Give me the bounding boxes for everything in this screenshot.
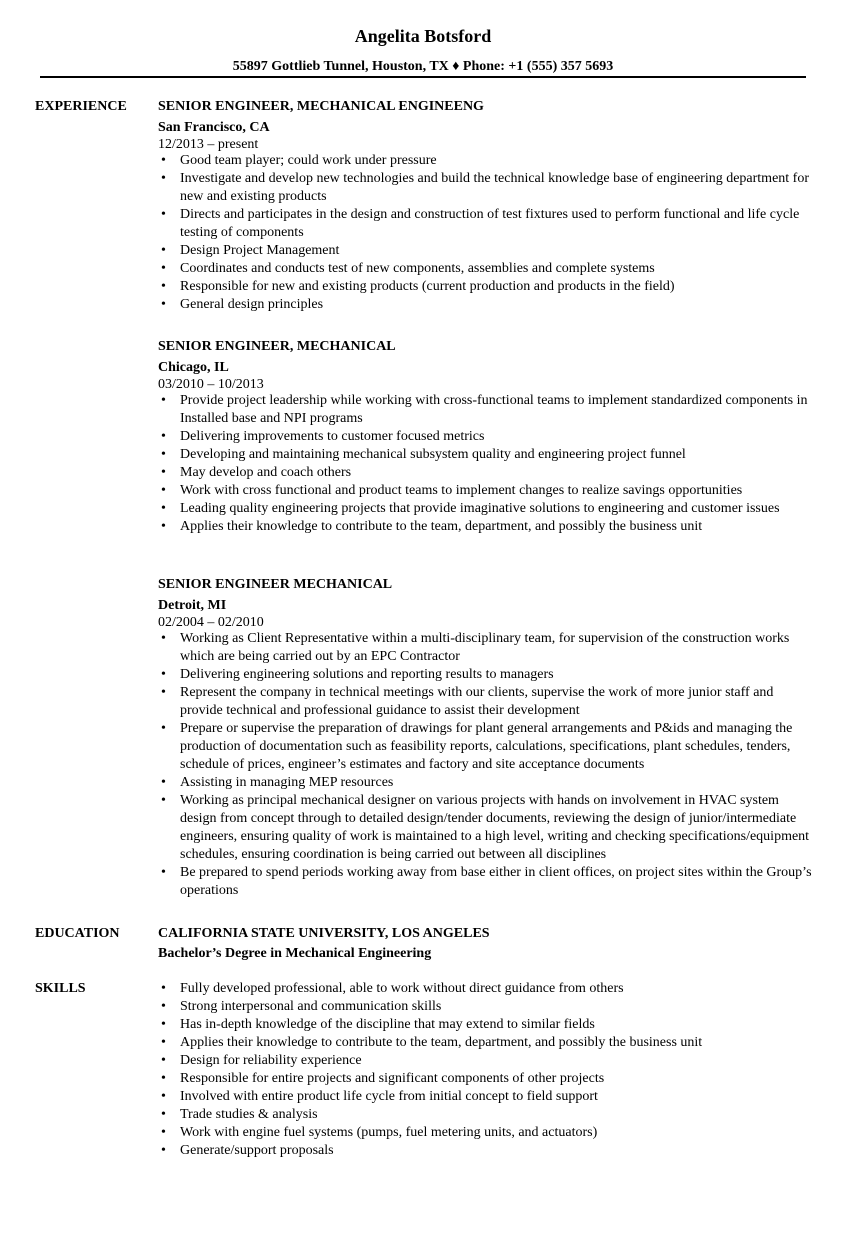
- job-entry: [158, 338, 818, 536]
- list-item: • Generate/support proposals: [158, 1142, 818, 1160]
- list-item: • Delivering engineering solutions and reporting results to managers: [158, 666, 818, 684]
- list-item: • General design principles: [158, 296, 818, 314]
- list-item: • Design Project Management: [158, 242, 818, 260]
- list-item: • Involved with entire product life cycle from initial concept to field support: [158, 1088, 818, 1106]
- list-item: • Assisting in managing MEP resources: [158, 774, 818, 792]
- list-item: • Coordinates and conducts test of new components, assemblies and complete systems: [158, 260, 818, 278]
- job-entry: [158, 576, 818, 900]
- list-item: • Prepare or supervise the preparation of drawings for plant general arrangements and P&ids and managing the production of documentation such as feasibility reports, calculations, specifications, plant schedules, tenders, schedule of prices, engineer’s estimates and factory and site acceptance documents: [158, 720, 818, 774]
- list-item: • Fully developed professional, able to work without direct guidance from others: [158, 980, 818, 998]
- job-location: San Francisco, CA: [158, 120, 270, 135]
- job-dates: 12/2013 – present: [158, 137, 259, 152]
- list-item: • Work with engine fuel systems (pumps, fuel metering units, and actuators): [158, 1124, 818, 1142]
- section-label-experience: EXPERIENCE: [35, 99, 127, 114]
- job-bullets: [158, 630, 818, 900]
- list-item: • Leading quality engineering projects that provide imaginative solutions to engineering and customer issues: [158, 500, 818, 518]
- list-item: • Responsible for new and existing products (current production and products in the field): [158, 278, 818, 296]
- job-entry: [158, 98, 818, 314]
- list-item: • Represent the company in technical meetings with our clients, supervise the work of more junior staff and provide technical and professional guidance to assist their development: [158, 684, 818, 720]
- list-item: • Developing and maintaining mechanical subsystem quality and engineering project funnel: [158, 446, 818, 464]
- list-item: • Good team player; could work under pressure: [158, 152, 818, 170]
- header-divider: [40, 76, 806, 78]
- job-location: Detroit, MI: [158, 598, 227, 613]
- job-bullets: [158, 152, 818, 314]
- job-title: SENIOR ENGINEER, MECHANICAL ENGINEENG: [158, 99, 484, 114]
- list-item: • Directs and participates in the design and construction of test fixtures used to perform functional and life cycle testing of components: [158, 206, 818, 242]
- list-item: • Applies their knowledge to contribute to the team, department, and possibly the business unit: [158, 1034, 818, 1052]
- section-label-education: EDUCATION: [35, 926, 120, 941]
- job-location: Chicago, IL: [158, 360, 229, 375]
- job-dates: 02/2004 – 02/2010: [158, 615, 264, 630]
- contact-line: 55897 Gottlieb Tunnel, Houston, TX ♦ Phone: +1 (555) 357 5693: [232, 59, 614, 74]
- job-title: SENIOR ENGINEER MECHANICAL: [158, 577, 393, 592]
- list-item: • Applies their knowledge to contribute to the team, department, and possibly the business unit: [158, 518, 818, 536]
- list-item: • Provide project leadership while working with cross-functional teams to implement standardized components in Installed base and NPI programs: [158, 392, 818, 428]
- list-item: • Trade studies & analysis: [158, 1106, 818, 1124]
- list-item: • Work with cross functional and product teams to implement changes to realize savings opportunities: [158, 482, 818, 500]
- job-dates: 03/2010 – 10/2013: [158, 377, 264, 392]
- job-title: SENIOR ENGINEER, MECHANICAL: [158, 339, 396, 354]
- list-item: • May develop and coach others: [158, 464, 818, 482]
- list-item: • Be prepared to spend periods working away from base either in client offices, on project sites within the Group’s operations: [158, 864, 818, 900]
- list-item: • Working as Client Representative within a multi-disciplinary team, for supervision of the construction works which are being carried out by an EPC Contractor: [158, 630, 818, 666]
- list-item: • Working as principal mechanical designer on various projects with hands on involvement in HVAC system design from concept through to detailed design/tender documents, reviewing the design of junior/intermediate engineers, ensuring quality of work is maintained to a high level, writing and checking specifications/equipment schedules, ensuring coordination is being carried out between all disciplines: [158, 792, 818, 864]
- skills-list: [158, 980, 818, 1160]
- school-name: CALIFORNIA STATE UNIVERSITY, LOS ANGELES: [158, 926, 490, 941]
- list-item: • Design for reliability experience: [158, 1052, 818, 1070]
- list-item: • Has in-depth knowledge of the discipline that may extend to similar fields: [158, 1016, 818, 1034]
- list-item: • Strong interpersonal and communication skills: [158, 998, 818, 1016]
- section-label-skills: SKILLS: [35, 981, 86, 996]
- resume-header: [40, 24, 806, 76]
- job-bullets: [158, 392, 818, 536]
- list-item: • Delivering improvements to customer focused metrics: [158, 428, 818, 446]
- list-item: • Responsible for entire projects and significant components of other projects: [158, 1070, 818, 1088]
- degree: Bachelor’s Degree in Mechanical Engineering: [158, 946, 432, 961]
- list-item: • Investigate and develop new technologies and build the technical knowledge base of engineering department for new and existing products: [158, 170, 818, 206]
- candidate-name: Angelita Botsford: [354, 26, 492, 46]
